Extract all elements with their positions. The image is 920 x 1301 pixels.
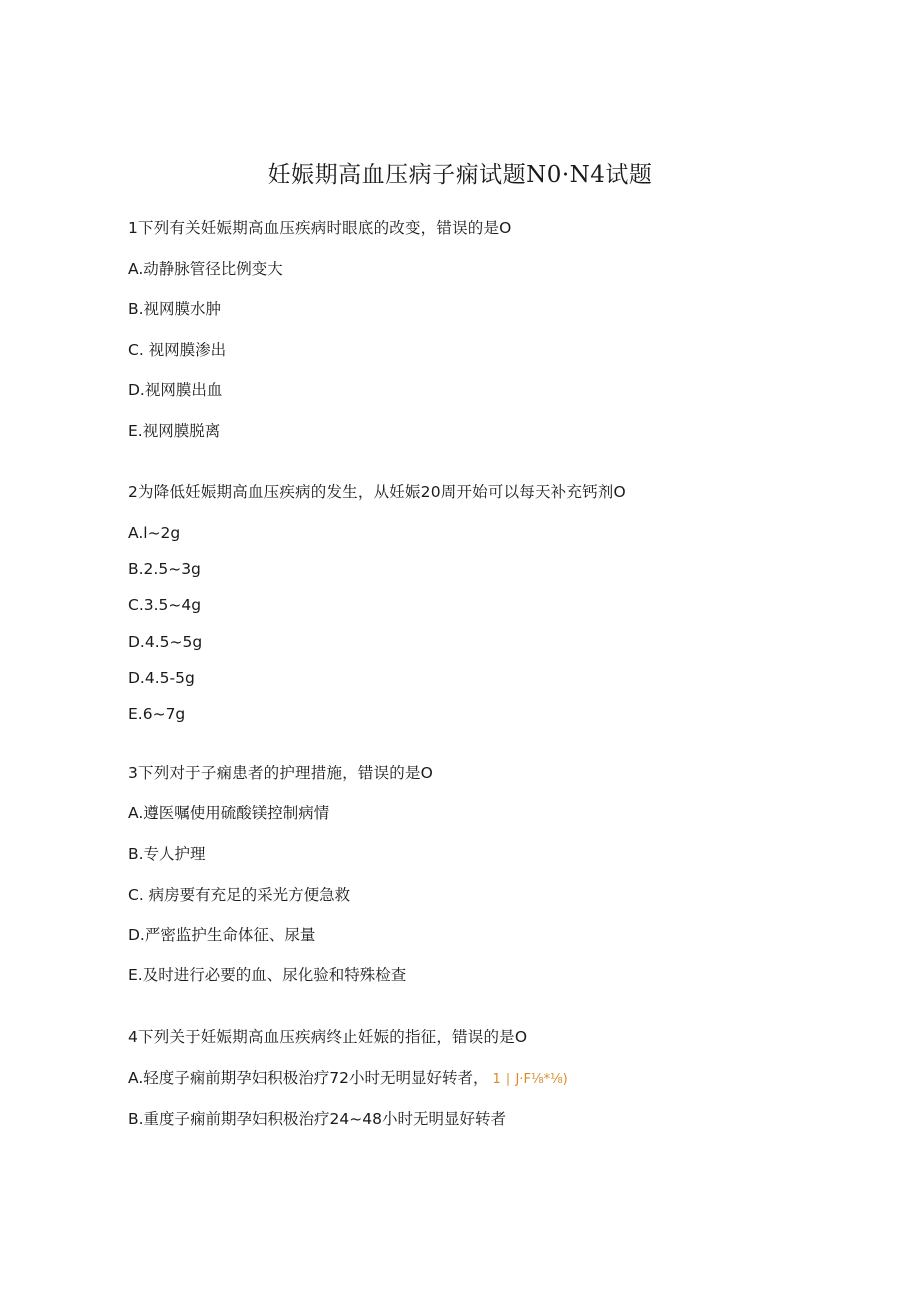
q4-option-a-note: 1 ∣ J·F⅛*⅛) [492,1072,568,1087]
q3-option-d: D.严密监护生命体征、尿量 [128,926,316,944]
q3-option-e: E.及时进行必要的血、尿化验和特殊检查 [128,966,407,984]
question-2: 2为降低妊娠期高血压疾病的发生，从妊娠20周开始可以每天补充钙剂O [128,483,626,501]
question-4: 4下列关于妊娠期高血压疾病终止妊娠的指征，错误的是O [128,1028,528,1046]
q4-option-b: B.重度子痫前期孕妇积极治疗24~48小时无明显好转者 [128,1110,506,1128]
q4-option-a-text: A.轻度子痫前期孕妇积极治疗72小时无明显好转者， [128,1069,489,1087]
q2-option-a: A.l~2g [128,524,181,542]
q2-option-c: C.3.5~4g [128,596,202,614]
q3-option-c: C. 病房要有充足的采光方便急救 [128,886,351,904]
q1-option-e: E.视网膜脱离 [128,422,221,440]
q1-option-a: A.动静脉管径比例变大 [128,260,283,278]
q3-option-b: B.专人护理 [128,845,206,863]
q2-option-b: B.2.5~3g [128,560,201,578]
q1-option-d: D.视网膜出血 [128,381,223,399]
q2-option-d-alt: D.4.5-5g [128,669,195,687]
q1-option-b: B.视网膜水肿 [128,300,222,318]
question-3: 3下列对于子痫患者的护理措施，错误的是O [128,764,434,782]
q2-option-d: D.4.5~5g [128,633,203,651]
question-1: 1下列有关妊娠期高血压疾病时眼底的改变，错误的是O [128,219,512,237]
page-title: 妊娠期高血压病子痫试题N0·N4试题 [267,162,653,188]
q4-option-a [128,1067,568,1091]
q2-option-e: E.6~7g [128,705,186,723]
q3-option-a: A.遵医嘱使用硫酸镁控制病情 [128,804,330,822]
q1-option-c: C. 视网膜渗出 [128,341,227,359]
